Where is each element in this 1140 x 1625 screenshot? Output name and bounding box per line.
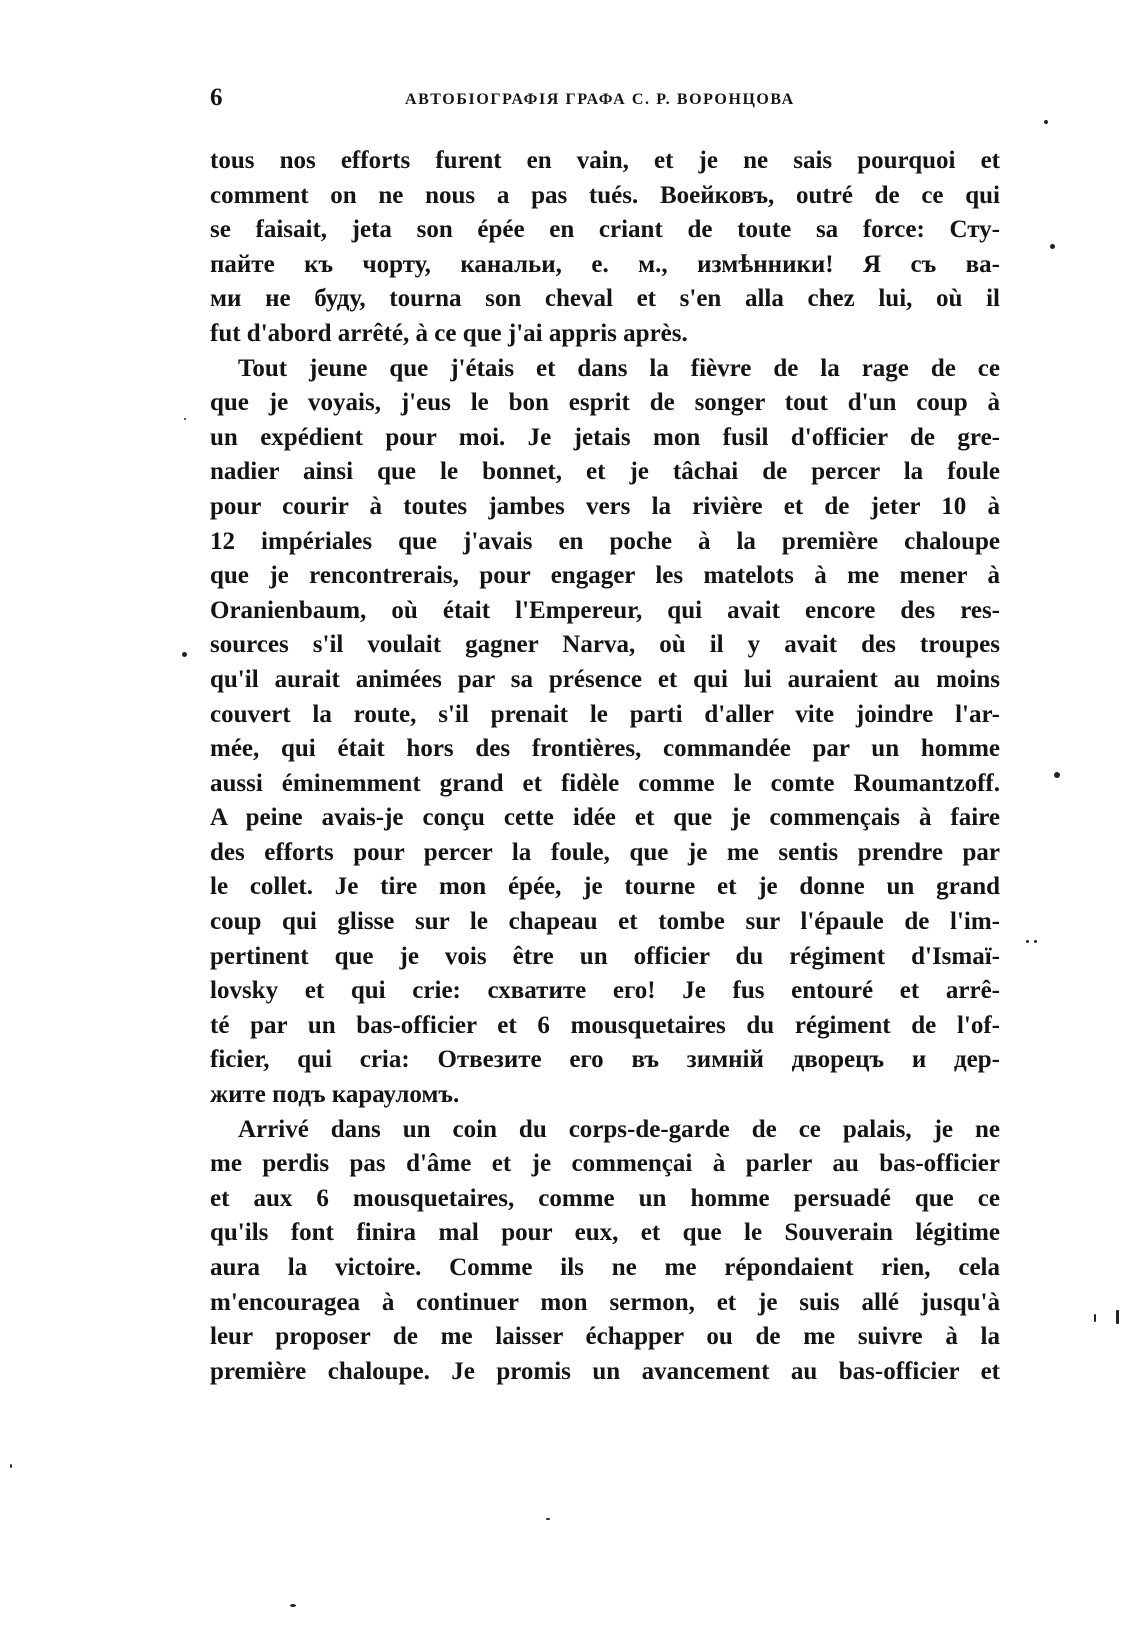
- text-line: mée, qui était hors des frontières, commandée par un homme: [210, 735, 1000, 763]
- text-line: fut d'abord arrêté, à ce que j'ai appris après.: [210, 319, 688, 347]
- text-line: leur proposer de me laisser échapper ou de me suivre à la: [210, 1323, 1000, 1351]
- text-line: un expédient pour moi. Je jetais mon fusil d'officier de gre-: [210, 423, 1000, 451]
- text-line: et aux 6 mousquetaires, comme un homme persuadé que ce: [210, 1184, 1000, 1212]
- text-line: première chaloupe. Je promis un avancement au bas-officier et: [210, 1357, 1000, 1385]
- scan-speck: [1026, 940, 1029, 943]
- text-line: qu'ils font finira mal pour eux, et que le Souverain légitime: [210, 1219, 1000, 1247]
- scan-speck: [1094, 1314, 1096, 1322]
- text-line: pertinent que je vois être un officier du régiment d'Ismaï-: [210, 942, 1000, 970]
- text-line: comment on ne nous a pas tués. Воейковъ, outré de ce qui: [210, 181, 1000, 209]
- text-line: Oranienbaum, où était l'Empereur, qui avait encore des res-: [210, 596, 1000, 624]
- scan-speck: [182, 652, 187, 657]
- scan-speck: [1116, 1310, 1119, 1324]
- scan-speck: [290, 1604, 296, 1607]
- body-text: [210, 144, 1000, 1389]
- text-line: пайте къ чорту, канальи, е. м., измѣнники! Я съ ва-: [210, 250, 1000, 278]
- scan-speck: [1034, 940, 1037, 943]
- paragraph-first-line: Arrivé dans un coin du corps-de-garde de ce palais, je ne: [238, 1115, 1000, 1143]
- text-line: aussi éminemment grand et fidèle comme le comte Roumantzoff.: [210, 769, 1000, 797]
- page-header: [210, 84, 1010, 114]
- paragraph-first-line: Tout jeune que j'étais et dans la fièvre de la rage de ce: [238, 354, 1000, 382]
- text-line: me perdis pas d'âme et je commençai à parler au bas-officier: [210, 1150, 1000, 1178]
- scan-speck: [1050, 244, 1055, 249]
- text-line: nadier ainsi que le bonnet, et je tâchai de percer la foule: [210, 458, 1000, 486]
- scan-speck: [10, 1464, 12, 1468]
- scan-speck: [546, 1518, 550, 1520]
- text-line: pour courir à toutes jambes vers la rivière et de jeter 10 à: [210, 492, 1000, 520]
- text-line: que je rencontrerais, pour engager les matelots à me mener à: [210, 562, 1000, 590]
- text-line: lovsky et qui crie: схватите его! Je fus entouré et arrê-: [210, 977, 1000, 1005]
- text-line: qu'il aurait animées par sa présence et qui lui auraient au moins: [210, 665, 1000, 693]
- scan-speck: [1044, 120, 1048, 124]
- text-line: A peine avais-je conçu cette idée et que je commençais à faire: [210, 804, 1000, 832]
- text-line: m'encouragea à continuer mon sermon, et je suis allé jusqu'à: [210, 1288, 1000, 1316]
- running-head: АВТОБIОГРАФIЯ ГРАФА С. Р. ВОРОНЦОВА: [405, 91, 795, 108]
- text-line: des efforts pour percer la foule, que je me sentis prendre par: [210, 838, 1000, 866]
- text-line: le collet. Je tire mon épée, je tourne et je donne un grand: [210, 873, 1000, 901]
- text-line: ficier, qui cria: Отвезите его въ зимнiй дворецъ и дер-: [210, 1046, 1000, 1074]
- text-line: жите подъ карауломъ.: [210, 1081, 460, 1109]
- text-line: té par un bas-officier et 6 mousquetaires du régiment de l'of-: [210, 1011, 1000, 1039]
- text-line: ми не буду, tourna son cheval et s'en alla chez lui, où il: [210, 285, 1000, 313]
- text-line: sources s'il voulait gagner Narva, où il y avait des troupes: [210, 631, 1000, 659]
- text-line: couvert la route, s'il prenait le parti d'aller vite joindre l'ar-: [210, 700, 1000, 728]
- scan-speck: [1054, 772, 1060, 778]
- text-line: que je voyais, j'eus le bon esprit de songer tout d'un coup à: [210, 389, 1000, 417]
- text-line: tous nos efforts furent en vain, et je ne sais pourquoi et: [210, 147, 1000, 174]
- text-line: aura la victoire. Comme ils ne me répondaient rien, cela: [210, 1254, 1000, 1281]
- text-line: coup qui glisse sur le chapeau et tombe sur l'épaule de l'im-: [210, 908, 1000, 936]
- scan-speck: [184, 418, 186, 420]
- page-number: 6: [210, 84, 223, 111]
- text-line: se faisait, jeta son épée en criant de toute sa force: Сту-: [210, 216, 1000, 244]
- text-line: 12 impériales que j'avais en poche à la première chaloupe: [210, 527, 1000, 555]
